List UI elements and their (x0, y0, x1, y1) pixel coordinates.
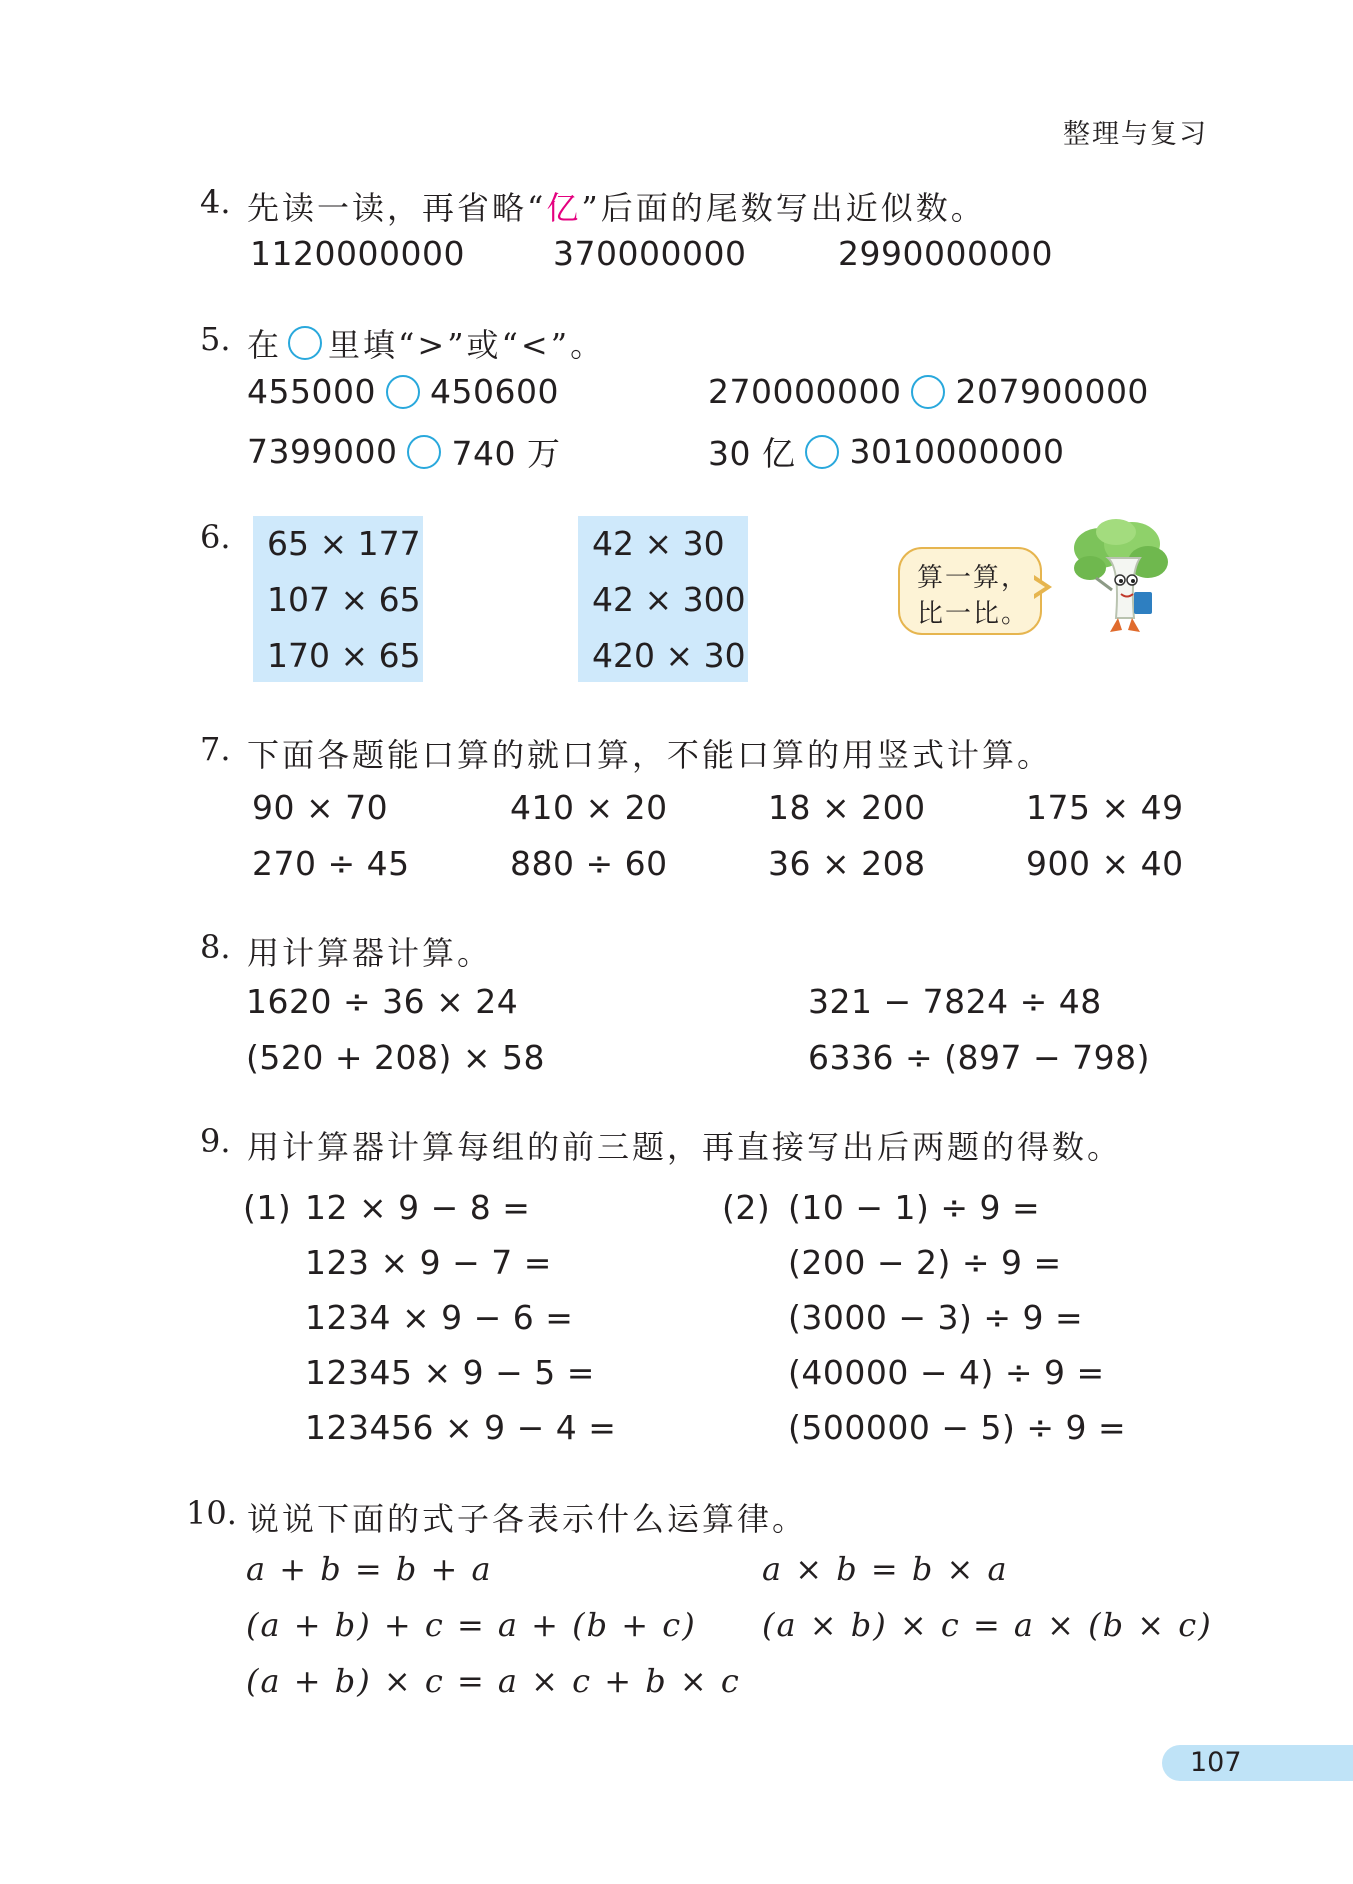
compare-circle-input[interactable] (386, 375, 420, 409)
compare-left: 7399000 (247, 432, 398, 471)
q4-highlight: 亿 (546, 189, 582, 227)
q9-expression: 12345 × 9 − 5 = (305, 1353, 595, 1392)
compare-circle-input[interactable] (911, 375, 945, 409)
q9-group2-label: (2) (722, 1188, 771, 1227)
q8-expression: 321 − 7824 ÷ 48 (808, 982, 1102, 1021)
q6-number: 6. (200, 518, 231, 556)
q8-text: 用计算器计算。 (247, 934, 493, 972)
compare-pair (708, 428, 1064, 475)
compare-pair (247, 428, 560, 475)
bubble-line: 算一算， (917, 563, 1030, 593)
q6-expression: 420 × 30 (592, 636, 746, 675)
q9-expression: 123456 × 9 − 4 = (305, 1408, 617, 1447)
q9-text: 用计算器计算每组的前三题，再直接写出后两题的得数。 (247, 1128, 1123, 1166)
q9-number: 9. (200, 1122, 231, 1160)
q7-expression: 36 × 208 (768, 844, 926, 883)
compare-circle-icon (288, 326, 322, 360)
compare-right: 740 万 (451, 434, 561, 473)
q9-expression: (10 − 1) ÷ 9 = (788, 1188, 1041, 1227)
q4-number-item: 370000000 (553, 234, 747, 273)
q10-formula: a + b = b + a (246, 1550, 493, 1588)
q8-expression: (520 + 208) × 58 (246, 1038, 545, 1077)
q7-expression: 900 × 40 (1026, 844, 1184, 883)
cabbage-mascot-icon (1060, 518, 1172, 648)
q5-text-b: 里填“>”或“<”。 (328, 326, 606, 364)
compare-pair (247, 372, 559, 411)
q10-formula: (a + b) × c = a × c + b × c (246, 1662, 741, 1700)
q6-expression: 107 × 65 (267, 580, 421, 619)
q7-expression: 18 × 200 (768, 788, 926, 827)
q6-group1-box (253, 516, 423, 682)
section-header: 整理与复习 (1063, 119, 1208, 150)
q7-expression: 90 × 70 (252, 788, 389, 827)
q9-expression: 123 × 9 − 7 = (305, 1243, 552, 1282)
q7-number: 7. (200, 730, 231, 768)
q7-text: 下面各题能口算的就口算，不能口算的用竖式计算。 (247, 736, 1053, 774)
bubble-tail-inner (1031, 578, 1045, 596)
q9-expression: (200 − 2) ÷ 9 = (788, 1243, 1062, 1282)
q4-number: 4. (200, 183, 231, 221)
q8-number: 8. (200, 928, 231, 966)
q6-expression: 65 × 177 (267, 524, 421, 563)
page-number: 107 (1190, 1747, 1242, 1778)
q10-formula: (a + b) + c = a + (b + c) (246, 1606, 697, 1644)
q6-expression: 170 × 65 (267, 636, 421, 675)
q10-formula: (a × b) × c = a × (b × c) (762, 1606, 1213, 1644)
q9-group1-label: (1) (243, 1188, 292, 1227)
q6-expression: 42 × 30 (592, 524, 725, 563)
q4-text-a: 先读一读，再省略“ (247, 189, 547, 227)
q10-number: 10. (186, 1494, 237, 1532)
compare-pair (708, 372, 1149, 411)
q4-text-b: ”后面的尾数写出近似数。 (581, 189, 986, 227)
compare-right: 450600 (429, 372, 559, 411)
compare-left: 455000 (247, 372, 376, 411)
q7-expression: 410 × 20 (510, 788, 668, 827)
q4-number-item: 2990000000 (838, 234, 1053, 273)
q9-expression: (500000 − 5) ÷ 9 = (788, 1408, 1127, 1447)
compare-circle-input[interactable] (407, 435, 441, 469)
compare-right: 207900000 (955, 372, 1149, 411)
compare-left: 270000000 (708, 372, 902, 411)
q9-expression: (40000 − 4) ÷ 9 = (788, 1353, 1105, 1392)
speech-bubble (898, 547, 1042, 635)
q4-text (247, 183, 986, 229)
q8-expression: 1620 ÷ 36 × 24 (246, 982, 519, 1021)
q7-expression: 880 ÷ 60 (510, 844, 668, 883)
q4-number-item: 1120000000 (250, 234, 465, 273)
q6-group2-box (578, 516, 748, 682)
q6-expression: 42 × 300 (592, 580, 746, 619)
q7-expression: 175 × 49 (1026, 788, 1184, 827)
q9-expression: (3000 − 3) ÷ 9 = (788, 1298, 1084, 1337)
q5-text (247, 320, 605, 366)
bubble-line: 比一比。 (917, 599, 1030, 629)
q5-number: 5. (200, 320, 231, 358)
q8-expression: 6336 ÷ (897 − 798) (808, 1038, 1150, 1077)
q9-expression: 12 × 9 − 8 = (305, 1188, 531, 1227)
compare-circle-input[interactable] (805, 435, 839, 469)
compare-left: 30 亿 (708, 434, 796, 473)
q10-text: 说说下面的式子各表示什么运算律。 (247, 1500, 808, 1538)
q7-expression: 270 ÷ 45 (252, 844, 410, 883)
q5-text-a: 在 (247, 326, 283, 364)
q10-formula: a × b = b × a (762, 1550, 1009, 1588)
compare-right: 3010000000 (849, 432, 1065, 471)
q9-expression: 1234 × 9 − 6 = (305, 1298, 574, 1337)
